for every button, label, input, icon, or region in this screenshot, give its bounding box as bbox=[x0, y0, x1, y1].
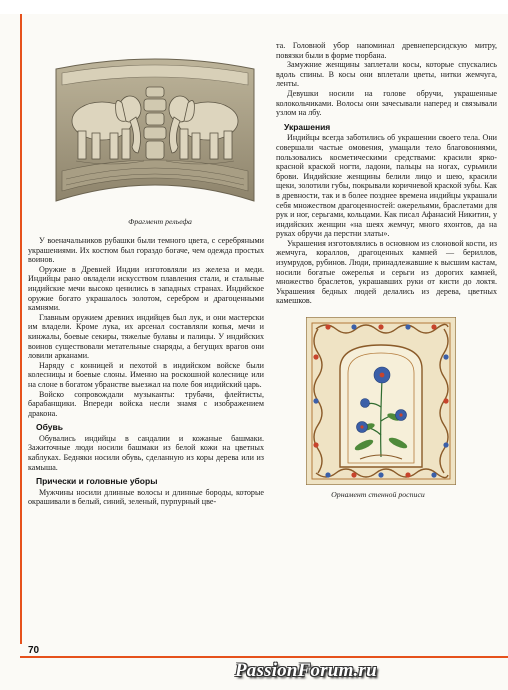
paragraph-musicians: Войско сопровождали музыканты: трубачи, флейтисты, барабанщики. Впереди войска несли знамя с изображением дракона. bbox=[28, 389, 264, 418]
paragraph-braids: Замужние женщины заплетали косы, которые спускались вдоль спины. В косы они вплетали цветы, нитки жемчуга, ленты. bbox=[276, 60, 497, 89]
relief-caption: Фрагмент рельефа bbox=[128, 217, 192, 226]
site-watermark: PassionForum.ru bbox=[235, 660, 377, 681]
footer-accent-rule bbox=[20, 656, 508, 658]
paragraph-headwear: та. Головной убор напоминал древнеперсидскую митру, повязки были в форме тюрбана. bbox=[276, 41, 497, 60]
paragraph-bow: Главным оружием древних индийцев был лук, и они мастерски им владели. Кроме лука, их арсенал составляли копья, мечи и кинжалы, боевые секиры, тяжелые булавы и палицы. У индийских воинов существовали метательные снаряды, а бегущих врагов они ловили арканами. bbox=[28, 312, 264, 361]
heading-decorations: Украшения bbox=[284, 121, 331, 132]
paragraph-hair: Мужчины носили длинные волосы и длинные бороды, которые окрашивали в белый, синий, зеленый, пурпурный цве- bbox=[28, 487, 264, 507]
paragraph-girls: Девушки носили на голове обручи, украшенные колокольчиками. Волосы они зачесывали наперед и связывали узлом на лбу. bbox=[276, 88, 497, 118]
wall-ornament-caption: Орнамент стенной росписи bbox=[331, 490, 425, 499]
top-margin bbox=[0, 0, 508, 14]
paragraph-commanders: У военачальников рубашки были темного цвета, с серебряными украшениями. Их костюм был гораздо богаче, чем одежда простых воинов. bbox=[28, 236, 264, 265]
relief-fragment-image bbox=[52, 51, 258, 209]
page-number: 70 bbox=[28, 645, 40, 656]
left-accent-rule bbox=[20, 14, 22, 644]
right-text-column bbox=[276, 41, 497, 306]
paragraph-decor-1: Индийцы всегда заботились об украшении своего тела. Они совершали частые омовения, умащали тело благовониями, пользовались косметическими средствами: красили ярко-красной краской ногти, ладони, пальцы на ногах, сурьмили брови. Индийские женщины белили лицо и шею, красили щеки, золотили губы, покрывали коричневой краской зубы. Как в древности, так и в более позднее времена индийцы украшали себя множеством драгоценностей: ожерельями, браслетами для рук и ног, серьгами, кольцами. Как писал Афанасий Никитин, у индийских женщин «на шеях жемчуг, много яхонтов, да на руках обручи да перстни злaты». bbox=[276, 133, 497, 239]
paragraph-shoes: Обувались индийцы в сандалии и кожаные башмаки. Зажиточные люди носили башмаки из белой кожи на цветных каблуках. Бедняки носили обувь, сделанную из коры дерева или из камыша. bbox=[28, 433, 264, 472]
paragraph-decor-2: Украшения изготовлялись в основном из слоновой кости, из жемчуга, кораллов, драгоценных камней — бериллов, изумрудов, рубинов. Люди, принадлежавшие к высшим кастам, носили богатые ожерелья и серьги из дорогих камней, множество браслетов, украшавших руки от кисти до локтя. Украшения бедных людей делались из дерева, цветных камешков. bbox=[276, 238, 497, 306]
heading-shoes: Обувь bbox=[36, 422, 63, 433]
paragraph-chariots: Наряду с конницей и пехотой в индийском войске были колесницы и боевые слоны. Именно на роскошной колеснице или на слоне в богатом убранстве выезжал на поле боя индийский царь. bbox=[28, 360, 264, 389]
paragraph-weapons: Оружие в Древней Индии изготовляли из железа и меди. Индийцы рано овладели искусством плавления стали, и стальные индийские мечи высоко ценились в западных странах. Индийское оружие богато украшалось золотом, серебром и драгоценными камнями. bbox=[28, 264, 264, 313]
wall-painting-ornament-image bbox=[306, 317, 456, 485]
left-text-column bbox=[28, 236, 264, 507]
heading-hair: Прически и головные уборы bbox=[36, 476, 158, 487]
